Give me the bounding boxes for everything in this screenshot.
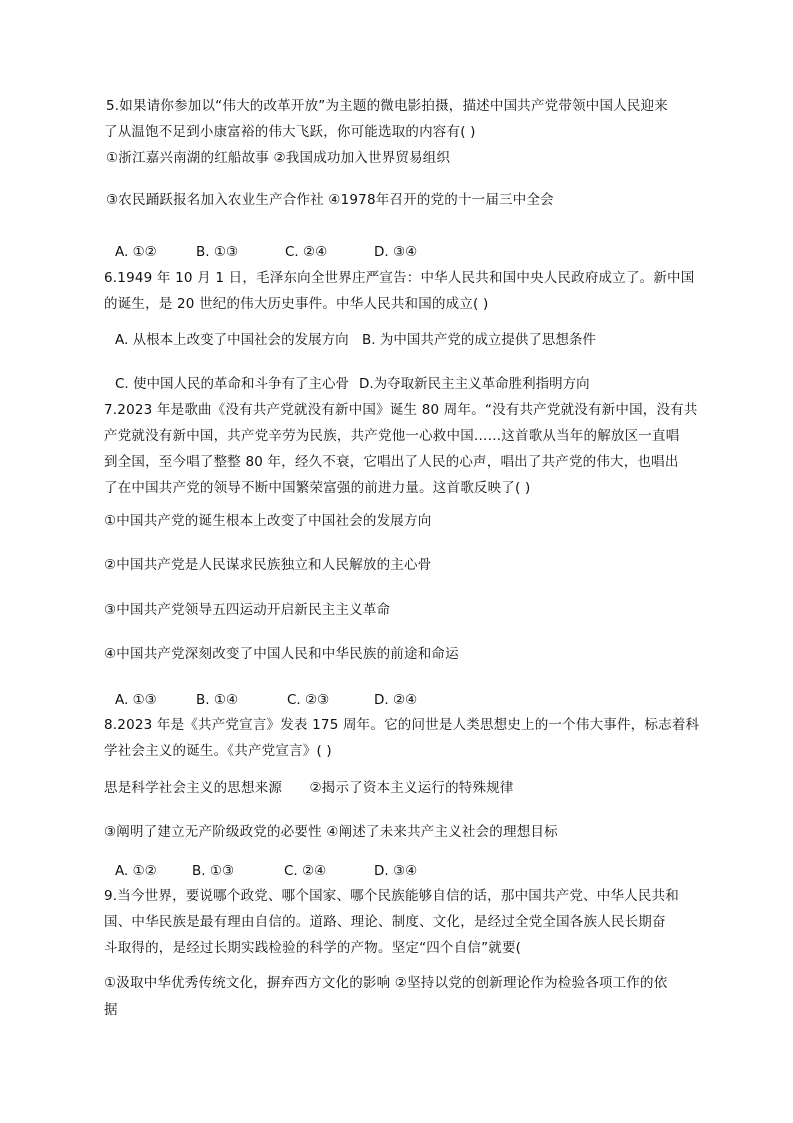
- q9-stem-line-3: 斗取得的，是经过长期实践检验的科学的产物。坚定“四个自信”就要(: [104, 940, 522, 956]
- q8-stem-line-1: 8.2023 年是《共产党宣言》发表 175 周年。它的问世是人类思想史上的一个伟大事件，标志着科: [104, 717, 700, 733]
- q6-option-b: B. 为中国共产党的成立提供了思想条件: [362, 332, 596, 348]
- q6-option-a: A. 从根本上改变了中国社会的发展方向: [115, 332, 349, 348]
- q9-stem-line-2: 国、中华民族是最有理由自信的。道路、理论、制度、文化，是经过全党全国各族人民长期奋: [104, 914, 666, 930]
- q5-option-b: B. ①③: [196, 244, 239, 260]
- q5-option-a: A. ①②: [115, 244, 157, 260]
- q5-option-d: D. ③④: [374, 244, 418, 260]
- q6-stem-line-1: 6.1949 年 10 月 1 日，毛泽东向全世界庄严宣告：中华人民共和国中央人民政府成立了。新中国: [104, 270, 695, 286]
- q7-item-1: ①中国共产党的诞生根本上改变了中国社会的发展方向: [104, 513, 432, 529]
- q5-stem-line-1: 5.如果请你参加以“伟大的改革开放”为主题的微电影拍摄，描述中国共产党带领中国人民迎来: [106, 98, 668, 114]
- q5-stem-line-2: 了从温饱不足到小康富裕的伟大飞跃，你可能选取的内容有( ): [104, 124, 476, 140]
- q7-option-b: B. ①④: [196, 692, 239, 708]
- q9-stem-line-1: 9.当今世界，要说哪个政党、哪个国家、哪个民族能够自信的话，那中国共产党、中华人民共和: [104, 888, 679, 904]
- q8-option-b: B. ①③: [192, 863, 235, 879]
- q5-items-line-2: ③农民踊跃报名加入农业生产合作社 ④1978年召开的党的十一届三中全会: [106, 192, 554, 208]
- q9-items-line-1: ①汲取中华优秀传统文化，摒弃西方文化的影响 ②坚持以党的创新理论作为检验各项工作的依: [104, 975, 668, 991]
- q7-stem-line-1: 7.2023 年是歌曲《没有共产党就没有新中国》诞生 80 周年。“没有共产党就没有新中国，没有共: [104, 402, 698, 418]
- q8-items-line-1: 思是科学社会主义的思想来源 ②揭示了资本主义运行的特殊规律: [104, 780, 514, 796]
- q9-items-line-2: 据: [104, 1002, 118, 1018]
- q7-option-d: D. ②④: [374, 692, 418, 708]
- q7-option-c: C. ②③: [287, 692, 330, 708]
- q8-stem-line-2: 学社会主义的诞生。《共产党宣言》( ): [104, 743, 332, 759]
- q5-option-c: C. ②④: [285, 244, 328, 260]
- q5-items-line-1: ①浙江嘉兴南湖的红船故事 ②我国成功加入世界贸易组织: [106, 150, 451, 166]
- q7-option-a: A. ①③: [115, 692, 157, 708]
- q7-stem-line-4: 了在中国共产党的领导不断中国繁荣富强的前进力量。这首歌反映了( ): [104, 480, 531, 496]
- q8-option-d: D. ③④: [374, 863, 418, 879]
- q6-option-c: C. 使中国人民的革命和斗争有了主心骨: [115, 376, 350, 392]
- q8-items-line-2: ③阐明了建立无产阶级政党的必要性 ④阐述了未来共产主义社会的理想目标: [104, 824, 558, 840]
- q8-option-c: C. ②④: [284, 863, 327, 879]
- q7-item-3: ③中国共产党领导五四运动开启新民主主义革命: [104, 602, 391, 618]
- q7-item-2: ②中国共产党是人民谋求民族独立和人民解放的主心骨: [104, 557, 432, 573]
- q7-stem-line-3: 到全国，至今唱了整整 80 年，经久不衰，它唱出了人民的心声，唱出了共产党的伟大，也唱出: [104, 454, 679, 470]
- q7-item-4: ④中国共产党深刻改变了中国人民和中华民族的前途和命运: [104, 646, 459, 662]
- q7-stem-line-2: 产党就没有新中国，共产党辛劳为民族，共产党他一心救中国……这首歌从当年的解放区一直唱: [104, 428, 680, 444]
- q6-option-d: D.为夺取新民主主义革命胜利指明方向: [359, 376, 590, 392]
- q6-stem-line-2: 的诞生，是 20 世纪的伟大历史事件。中华人民共和国的成立( ): [104, 296, 489, 312]
- q8-option-a: A. ①②: [115, 863, 157, 879]
